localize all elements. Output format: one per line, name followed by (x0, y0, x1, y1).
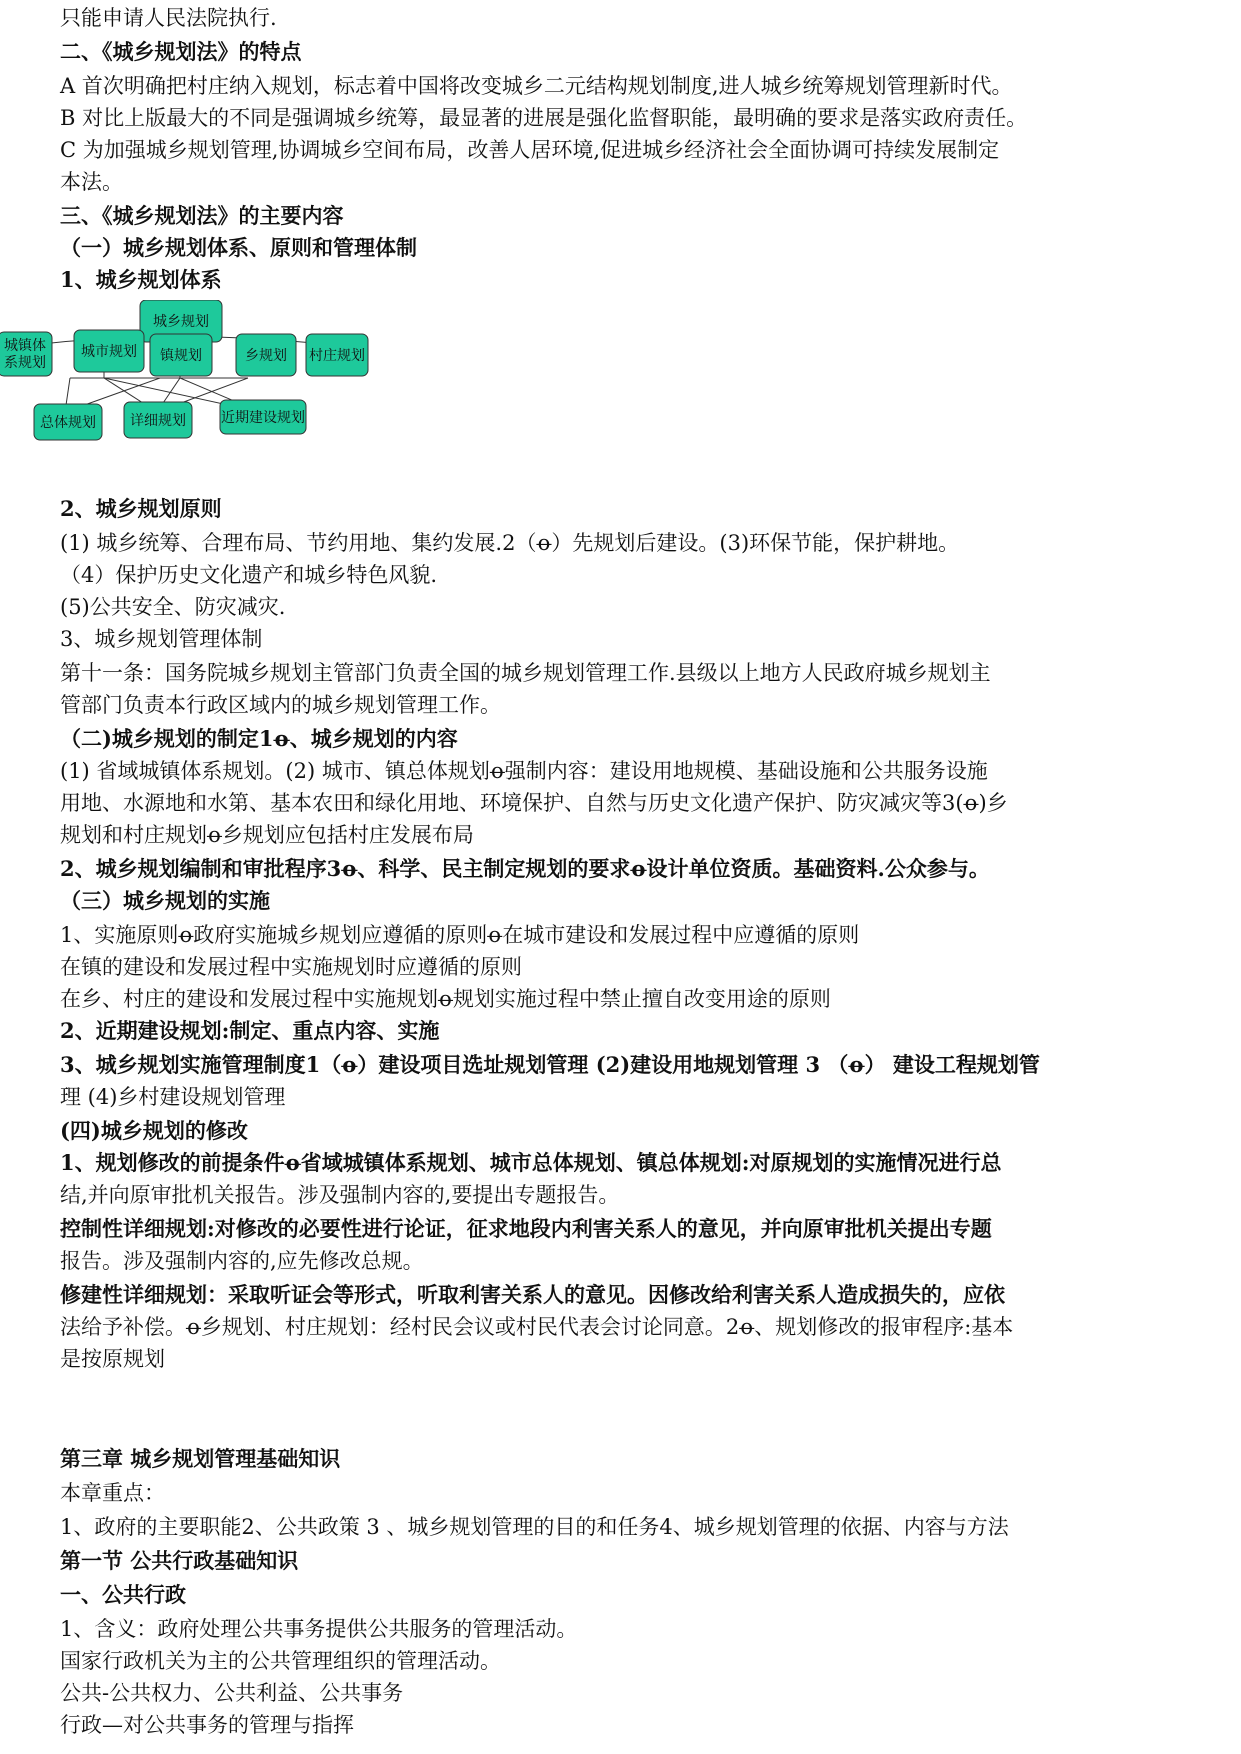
text-line: 管部门负责本行政区域内的城乡规划管理工作。 (60, 693, 501, 717)
text-line: 3、城乡规划管理体制 (60, 627, 263, 651)
text-line: 结,并向原审批机关报告。涉及强制内容的,要提出专题报告。 (60, 1183, 620, 1207)
heading-line: 一、公共行政 (60, 1582, 186, 1607)
diagram-node-level2 (220, 400, 306, 434)
text-line: (1) 城乡统筹、合理布局、节约用地、集约发展.2（ꝋ）先规划后建设。(3)环保节能，保护耕地。 (60, 531, 960, 555)
heading-line: 2、城乡规划原则 (60, 496, 222, 521)
text-line: A 首次明确把村庄纳入规划，标志着中国将改变城乡二元结构规划制度,进人城乡统筹规划管理新时代。 (60, 74, 1013, 98)
text-line: 1、政府的主要职能2、公共政策 3 、城乡规划管理的目的和任务4、城乡规划管理的依据、内容与方法 (60, 1515, 1009, 1539)
diagram-node-level1 (150, 334, 212, 376)
heading-line: 1、规划修改的前提条件ꝋ省域城镇体系规划、城市总体规划、镇总体规划:对原规划的实施情况进行总 (60, 1150, 1002, 1175)
diagram-node-level1-label: 村庄规划 (309, 348, 365, 364)
text-line: 理 (4)乡村建设规划管理 (60, 1085, 286, 1109)
heading-line: (四)城乡规划的修改 (60, 1118, 248, 1143)
text-line: 第十一条：国务院城乡规划主管部门负责全国的城乡规划管理工作.县级以上地方人民政府城乡规划主 (60, 661, 991, 685)
text-line: 1、实施原则ꝋ政府实施城乡规划应遵循的原则ꝋ在城市建设和发展过程中应遵循的原则 (60, 923, 860, 947)
diagram-node-level1-label: 乡规划 (245, 348, 287, 364)
diagram-node-level1-label: 城市规划 (81, 344, 137, 360)
text-line: 法给予补偿。ꝋ乡规划、村庄规划：经村民会议或村民代表会讨论同意。2ꝋ、规划修改的报审程序:基本 (60, 1315, 1014, 1339)
diagram-node-level2-label: 近期建设规划 (221, 410, 305, 426)
diagram-node-level1-label: 城镇体系规划 (4, 338, 46, 371)
diagram-node-level1 (306, 334, 368, 376)
diagram-node-root-label: 城乡规划 (153, 314, 209, 330)
diagram-node-level2 (124, 402, 192, 438)
text-line: C 为加强城乡规划管理,协调城乡空间布局，改善人居环境,促进城乡经济社会全面协调可持续发展制定 (60, 138, 1000, 162)
heading-line: 2、城乡规划编制和审批程序3ꝋ、科学、民主制定规划的要求ꝋ设计单位资质。基础资料.公众参与。 (60, 856, 990, 881)
text-line: 用地、水源地和水第、基本农田和绿化用地、环境保护、自然与历史文化遗产保护、防灾减灾等3(ꝋ)乡 (60, 791, 1008, 815)
heading-line: （二)城乡规划的制定1ꝋ、城乡规划的内容 (60, 726, 458, 751)
heading-line: 控制性详细规划:对修改的必要性进行论证，征求地段内利害关系人的意见，并向原审批机关提出专题 (60, 1216, 992, 1241)
urban-rural-planning-system-diagram (0, 300, 440, 460)
heading-line: 修建性详细规划：采取听证会等形式，听取利害关系人的意见。因修改给利害关系人造成损失的，应依 (60, 1282, 1005, 1307)
text-line: B 对比上版最大的不同是强调城乡统筹，最显著的进展是强化监督职能，最明确的要求是落实政府责任。 (60, 106, 1028, 130)
text-line: 公共-公共权力、公共利益、公共事务 (60, 1681, 404, 1705)
text-line: (5)公共安全、防灾减灾. (60, 595, 286, 619)
heading-line: 第一节 公共行政基础知识 (60, 1548, 299, 1573)
diagram-node-level2-label: 详细规划 (130, 413, 186, 429)
text-line: 国家行政机关为主的公共管理组织的管理活动。 (60, 1649, 501, 1673)
text-line: （4）保护历史文化遗产和城乡特色风貌. (60, 563, 438, 587)
text-line: 1、含义：政府处理公共事务提供公共服务的管理活动。 (60, 1617, 578, 1641)
text-line: 在乡、村庄的建设和发展过程中实施规划ꝋ规划实施过程中禁止擅自改变用途的原则 (60, 987, 831, 1011)
diagram-node-level2 (34, 404, 102, 440)
heading-line: 2、近期建设规划:制定、重点内容、实施 (60, 1018, 440, 1043)
diagram-node-level1 (236, 334, 296, 376)
text-line: 在镇的建设和发展过程中实施规划时应遵循的原则 (60, 955, 522, 979)
text-line: 是按原规划 (60, 1347, 165, 1371)
text-line: 只能申请人民法院执行. (60, 6, 277, 30)
heading-line: 第三章 城乡规划管理基础知识 (60, 1446, 341, 1471)
heading-line: 3、城乡规划实施管理制度1（ꝋ）建设项目选址规划管理 (2)建设用地规划管理 3 （ꝋ） 建设工程规划管 (60, 1052, 1040, 1077)
text-line: 本章重点： (60, 1481, 165, 1505)
diagram-node-level1-label: 镇规划 (160, 348, 202, 364)
diagram-node-level1 (0, 332, 52, 376)
diagram-node-level2-label: 总体规划 (40, 415, 96, 431)
text-line: 报告。涉及强制内容的,应先修改总规。 (60, 1249, 424, 1273)
text-line: 行政—对公共事务的管理与指挥 (60, 1713, 354, 1737)
text-line: (1) 省域城镇体系规划。(2) 城市、镇总体规划ꝋ强制内容：建设用地规模、基础设施和公共服务设施 (60, 759, 988, 783)
text-line: 规划和村庄规划ꝋ乡规划应包括村庄发展布局 (60, 823, 474, 847)
text-line: 本法。 (60, 170, 123, 194)
heading-line: 二、《城乡规划法》的特点 (60, 39, 302, 64)
diagram-node-level1 (74, 330, 144, 372)
heading-line: 三、《城乡规划法》的主要内容 (60, 203, 344, 228)
heading-line: 1、城乡规划体系 (60, 267, 222, 292)
heading-line: （三）城乡规划的实施 (60, 888, 270, 913)
heading-line: （一）城乡规划体系、原则和管理体制 (60, 235, 417, 260)
